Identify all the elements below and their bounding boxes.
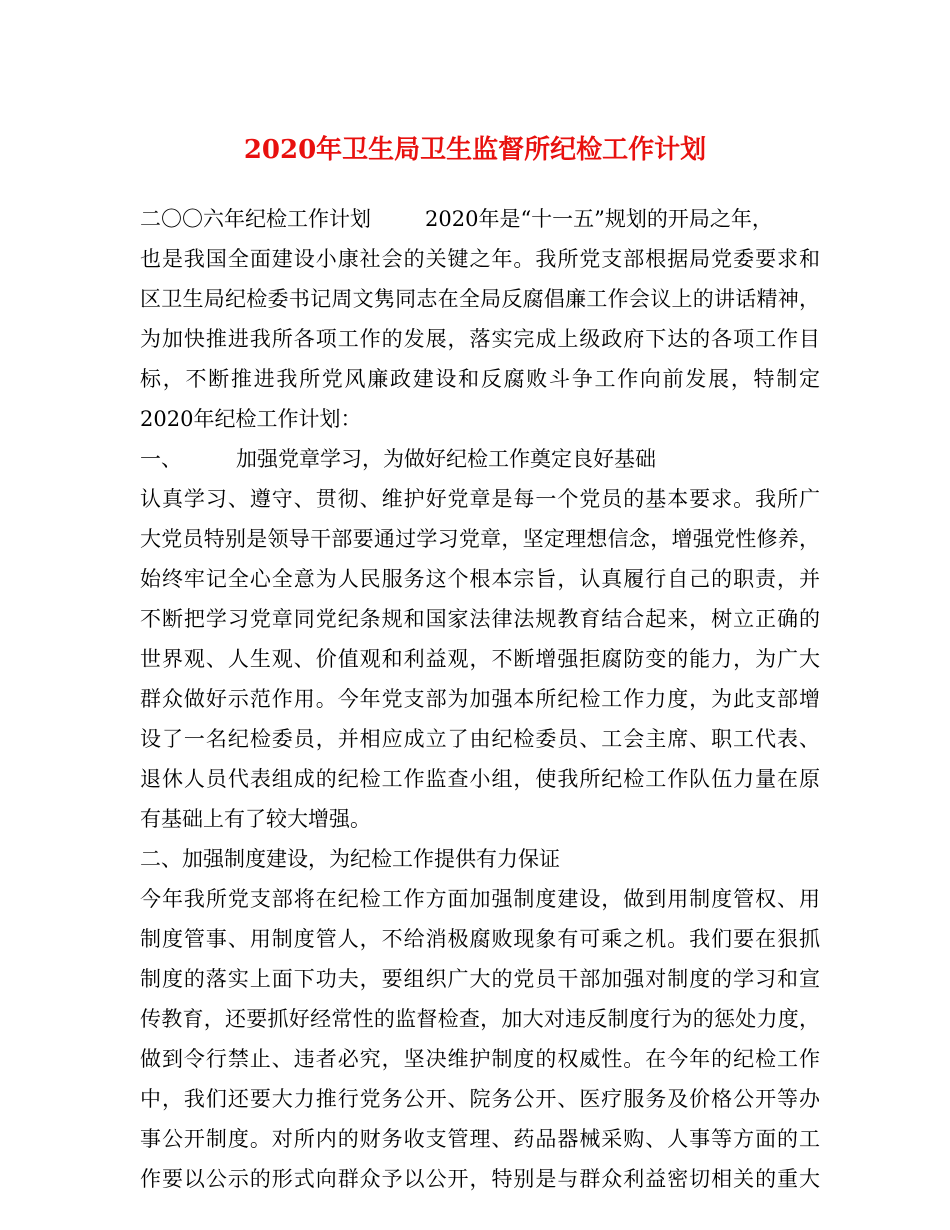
paragraph-line: 认真学习、遵守、贯彻、维护好党章是每一个党员的基本要求。我所广 [140,487,820,511]
paragraph-line: 为加快推进我所各项工作的发展，落实完成上级政府下达的各项工作目 [140,327,820,351]
intro-text: 2020年是“十一五”规划的开局之年， [425,207,773,231]
paragraph-line: 做到令行禁止、违者必究，坚决维护制度的权威性。在今年的纪检工作 [140,1047,820,1071]
paragraph-line: 退休人员代表组成的纪检工作监查小组，使我所纪检工作队伍力量在原 [140,767,820,791]
paragraph-line: 大党员特别是领导干部要通过学习党章，坚定理想信念，增强党性修养， [140,527,820,551]
paragraph-line: 设了一名纪检委员，并相应成立了由纪检委员、工会主席、职工代表、 [140,727,820,751]
intro-heading: 二〇〇六年纪检工作计划 [140,207,371,231]
paragraph-line: 中，我们还要大力推行党务公开、院务公开、医疗服务及价格公开等办 [140,1087,820,1111]
intro-line [140,199,820,239]
paragraph-line: 传教育，还要抓好经常性的监督检查，加大对违反制度行为的惩处力度， [140,1007,820,1031]
document-title: 2020年卫生局卫生监督所纪检工作计划 [243,135,707,165]
section-heading-2: 二、加强制度建设，为纪检工作提供有力保证 [140,847,560,871]
paragraph-line: 制度的落实上面下功夫，要组织广大的党员干部加强对制度的学习和宣 [140,967,820,991]
paragraph-line: 作要以公示的形式向群众予以公开，特别是与群众利益密切相关的重大 [140,1167,820,1191]
paragraph-line: 不断把学习党章同党纪条规和国家法律法规教育结合起来，树立正确的 [140,607,820,631]
paragraph-line: 区卫生局纪检委书记周文隽同志在全局反腐倡廉工作会议上的讲话精神， [140,287,820,311]
paragraph-line: 也是我国全面建设小康社会的关键之年。我所党支部根据局党委要求和 [140,247,820,271]
paragraph-line: 2020年纪检工作计划： [140,407,362,431]
paragraph-line: 群众做好示范作用。今年党支部为加强本所纪检工作力度，为此支部增 [140,687,820,711]
paragraph-line: 标，不断推进我所党风廉政建设和反腐败斗争工作向前发展，特制定 [140,367,820,391]
section-title: 加强党章学习，为做好纪检工作奠定良好基础 [236,447,656,471]
paragraph-line: 始终牢记全心全意为人民服务这个根本宗旨，认真履行自己的职责，并 [140,567,820,591]
document-body [140,199,820,1199]
paragraph-line: 制度管事、用制度管人，不给消极腐败现象有可乘之机。我们要在狠抓 [140,927,820,951]
section-number: 一、 [140,447,182,471]
paragraph-line: 事公开制度。对所内的财务收支管理、药品器械采购、人事等方面的工 [140,1127,820,1151]
paragraph-line: 世界观、人生观、价值观和利益观，不断增强拒腐防变的能力，为广大 [140,647,820,671]
paragraph-line: 有基础上有了较大增强。 [140,807,371,831]
section-heading-1 [140,439,820,479]
paragraph-line: 今年我所党支部将在纪检工作方面加强制度建设，做到用制度管权、用 [140,887,820,911]
